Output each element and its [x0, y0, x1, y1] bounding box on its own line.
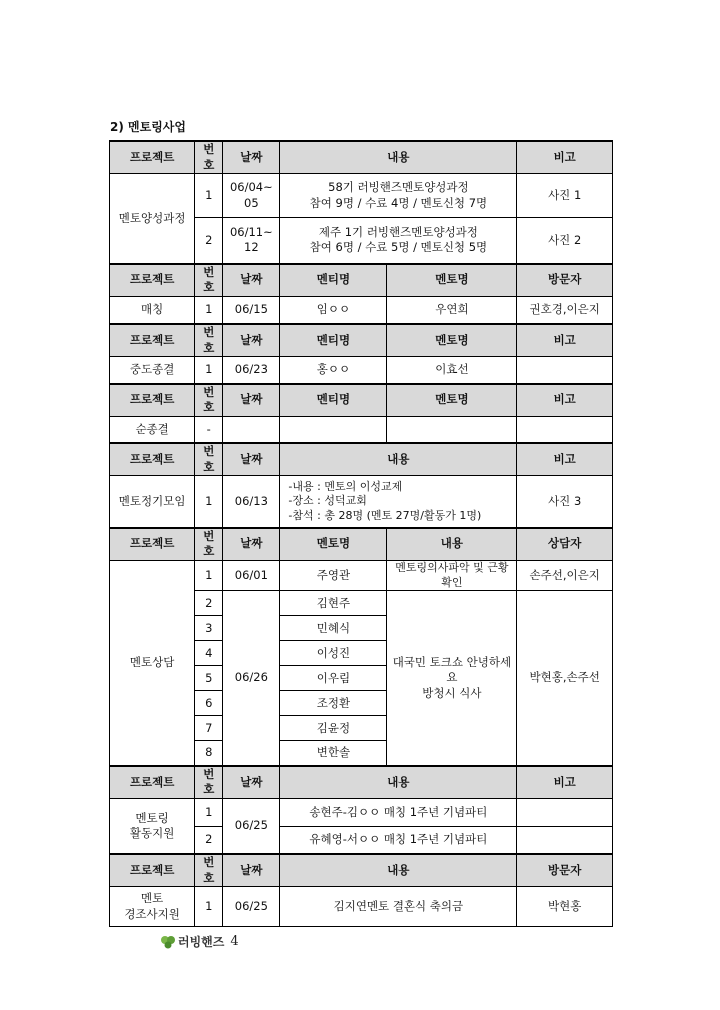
col-header-content: 내용: [280, 854, 517, 887]
col-header-project: 프로젝트: [110, 766, 195, 799]
date-cell: 06/23: [223, 357, 280, 384]
col-header-date: 날짜: [223, 264, 280, 297]
num-cell: 2: [195, 591, 223, 616]
visitor-cell: 권호경,이은지: [517, 296, 613, 324]
col-header-num: 번호: [195, 324, 223, 357]
header-row: [110, 384, 613, 417]
project-line: 경조사지원: [124, 906, 180, 921]
col-header-num: 번호: [195, 384, 223, 417]
col-header-content: 내용: [280, 443, 517, 476]
mentee-cell: [280, 416, 387, 443]
mentor-cell: 이효선: [387, 357, 517, 384]
project-cell: 중도종결: [110, 357, 195, 384]
num-cell: 6: [195, 691, 223, 716]
content-line: 제주 1기 러빙핸즈멘토양성과정: [318, 224, 478, 239]
note-cell: 사진 3: [517, 476, 613, 528]
num-cell: 1: [195, 798, 223, 826]
num-cell: -: [195, 416, 223, 443]
project-line: 멘토: [141, 891, 164, 906]
project-cell: 멘토양성과정: [110, 174, 195, 264]
project-line: 멘토링: [135, 810, 169, 825]
visitor-cell: 박현홍: [517, 887, 613, 927]
table-row: [110, 798, 613, 826]
date-cell: 06/11~ 12: [223, 218, 280, 264]
col-header-num: 번호: [195, 528, 223, 561]
header-row: [110, 766, 613, 799]
col-header-note: 비고: [517, 141, 613, 174]
num-cell: 1: [195, 174, 223, 218]
num-cell: 3: [195, 616, 223, 641]
table-row: [110, 416, 613, 443]
num-cell: 2: [195, 826, 223, 854]
col-header-date: 날짜: [223, 324, 280, 357]
num-cell: 1: [195, 887, 223, 927]
note-cell: [517, 416, 613, 443]
table-row: [110, 174, 613, 218]
project-cell: [110, 887, 195, 927]
date-cell: 06/13: [223, 476, 280, 528]
content-cell: 멘토링의사파악 및 근황확인: [387, 560, 517, 591]
mentor-cell: 이우림: [280, 666, 387, 691]
date-cell: 06/25: [223, 798, 280, 854]
col-header-project: 프로젝트: [110, 264, 195, 297]
col-header-project: 프로젝트: [110, 443, 195, 476]
num-cell: 5: [195, 666, 223, 691]
col-header-mentor: 멘토명: [387, 264, 517, 297]
num-cell: 1: [195, 296, 223, 324]
num-cell: 2: [195, 218, 223, 264]
col-header-project: 프로젝트: [110, 528, 195, 561]
note-cell: 사진 1: [517, 174, 613, 218]
project-cell: 멘토정기모임: [110, 476, 195, 528]
content-cell: [280, 218, 517, 264]
col-header-project: 프로젝트: [110, 384, 195, 417]
counselor-cell: 박현홍,손주선: [517, 591, 613, 766]
col-header-date: 날짜: [223, 384, 280, 417]
col-header-note: 비고: [517, 324, 613, 357]
content-line: -내용 : 멘토의 이성교제: [288, 479, 403, 493]
num-cell: 4: [195, 641, 223, 666]
footer: [160, 933, 239, 950]
mentor-cell: 이성진: [280, 641, 387, 666]
note-cell: 사진 2: [517, 218, 613, 264]
project-cell: 매칭: [110, 296, 195, 324]
table-row: [110, 560, 613, 591]
content-line: 참여 6명 / 수료 5명 / 멘토신청 5명: [309, 240, 488, 255]
project-cell: 순종결: [110, 416, 195, 443]
num-cell: 8: [195, 741, 223, 766]
mentor-cell: 주영관: [280, 560, 387, 591]
col-header-visitor: 방문자: [517, 264, 613, 297]
col-header-date: 날짜: [223, 854, 280, 887]
col-header-date: 날짜: [223, 141, 280, 174]
col-header-date: 날짜: [223, 528, 280, 561]
table-row: [110, 296, 613, 324]
header-row: [110, 324, 613, 357]
col-header-mentor: 멘토명: [387, 384, 517, 417]
num-cell: 1: [195, 560, 223, 591]
col-header-visitor: 방문자: [517, 854, 613, 887]
col-header-num: 번호: [195, 264, 223, 297]
col-header-note: 비고: [517, 443, 613, 476]
col-header-note: 비고: [517, 766, 613, 799]
note-cell: [517, 357, 613, 384]
col-header-note: 비고: [517, 384, 613, 417]
num-cell: 7: [195, 716, 223, 741]
mentor-cell: 민혜식: [280, 616, 387, 641]
col-header-mentee: 멘티명: [280, 384, 387, 417]
mentoring-table: [109, 140, 613, 927]
header-row: [110, 854, 613, 887]
content-cell: [280, 476, 517, 528]
page-number: 4: [230, 934, 239, 949]
col-header-project: 프로젝트: [110, 141, 195, 174]
project-cell: [110, 798, 195, 854]
content-cell: 유혜영-서ㅇㅇ 매칭 1주년 기념파티: [280, 826, 517, 854]
table-row: [110, 357, 613, 384]
mentor-cell: 조정환: [280, 691, 387, 716]
col-header-mentee: 멘티명: [280, 324, 387, 357]
content-line: -참석 : 총 28명 (멘토 27명/활동가 1명): [288, 508, 482, 522]
mentor-cell: 변한솔: [280, 741, 387, 766]
num-cell: 1: [195, 476, 223, 528]
mentor-cell: 김현주: [280, 591, 387, 616]
project-line: 활동지원: [129, 826, 175, 841]
section-title: 2) 멘토링사업: [110, 120, 186, 134]
date-cell: 06/26: [223, 591, 280, 766]
header-row: [110, 443, 613, 476]
logo-text: 러빙핸즈: [178, 935, 225, 949]
date-cell: 06/15: [223, 296, 280, 324]
col-header-mentor: 멘토명: [280, 528, 387, 561]
content-cell: [387, 591, 517, 766]
project-cell: 멘토상담: [110, 560, 195, 766]
col-header-num: 번호: [195, 443, 223, 476]
col-header-project: 프로젝트: [110, 854, 195, 887]
table-row: [110, 476, 613, 528]
col-header-mentor: 멘토명: [387, 324, 517, 357]
note-cell: [517, 826, 613, 854]
date-cell: 06/25: [223, 887, 280, 927]
col-header-content: 내용: [387, 528, 517, 561]
header-row: [110, 528, 613, 561]
col-header-mentee: 멘티명: [280, 264, 387, 297]
mentor-cell: 김윤정: [280, 716, 387, 741]
mentor-cell: [387, 416, 517, 443]
col-header-project: 프로젝트: [110, 324, 195, 357]
mentee-cell: 홍ㅇㅇ: [280, 357, 387, 384]
note-cell: [517, 798, 613, 826]
header-row: [110, 264, 613, 297]
col-header-num: 번호: [195, 854, 223, 887]
content-line: 방청시 식사: [422, 685, 482, 700]
counselor-cell: 손주선,이은지: [517, 560, 613, 591]
clover-logo-icon: [160, 935, 176, 949]
date-cell: [223, 416, 280, 443]
col-header-num: 번호: [195, 141, 223, 174]
col-header-content: 내용: [280, 766, 517, 799]
date-cell: 06/04~ 05: [223, 174, 280, 218]
col-header-content: 내용: [280, 141, 517, 174]
date-cell: 06/01: [223, 560, 280, 591]
col-header-num: 번호: [195, 766, 223, 799]
num-cell: 1: [195, 357, 223, 384]
content-line: 58기 러빙핸즈멘토양성과정: [328, 180, 469, 195]
content-cell: [280, 174, 517, 218]
content-cell: 송현주-김ㅇㅇ 매칭 1주년 기념파티: [280, 798, 517, 826]
content-line: 참여 9명 / 수료 4명 / 멘토신청 7명: [309, 195, 488, 210]
content-line: 대국민 토크쇼 안녕하세요: [392, 654, 512, 685]
content-cell: 김지연멘토 결혼식 축의금: [280, 887, 517, 927]
content-line: -장소 : 성덕교회: [288, 494, 367, 508]
table-row: [110, 887, 613, 927]
mentee-cell: 임ㅇㅇ: [280, 296, 387, 324]
col-header-date: 날짜: [223, 766, 280, 799]
col-header-date: 날짜: [223, 443, 280, 476]
header-row: [110, 141, 613, 174]
mentor-cell: 우연희: [387, 296, 517, 324]
col-header-counselor: 상담자: [517, 528, 613, 561]
